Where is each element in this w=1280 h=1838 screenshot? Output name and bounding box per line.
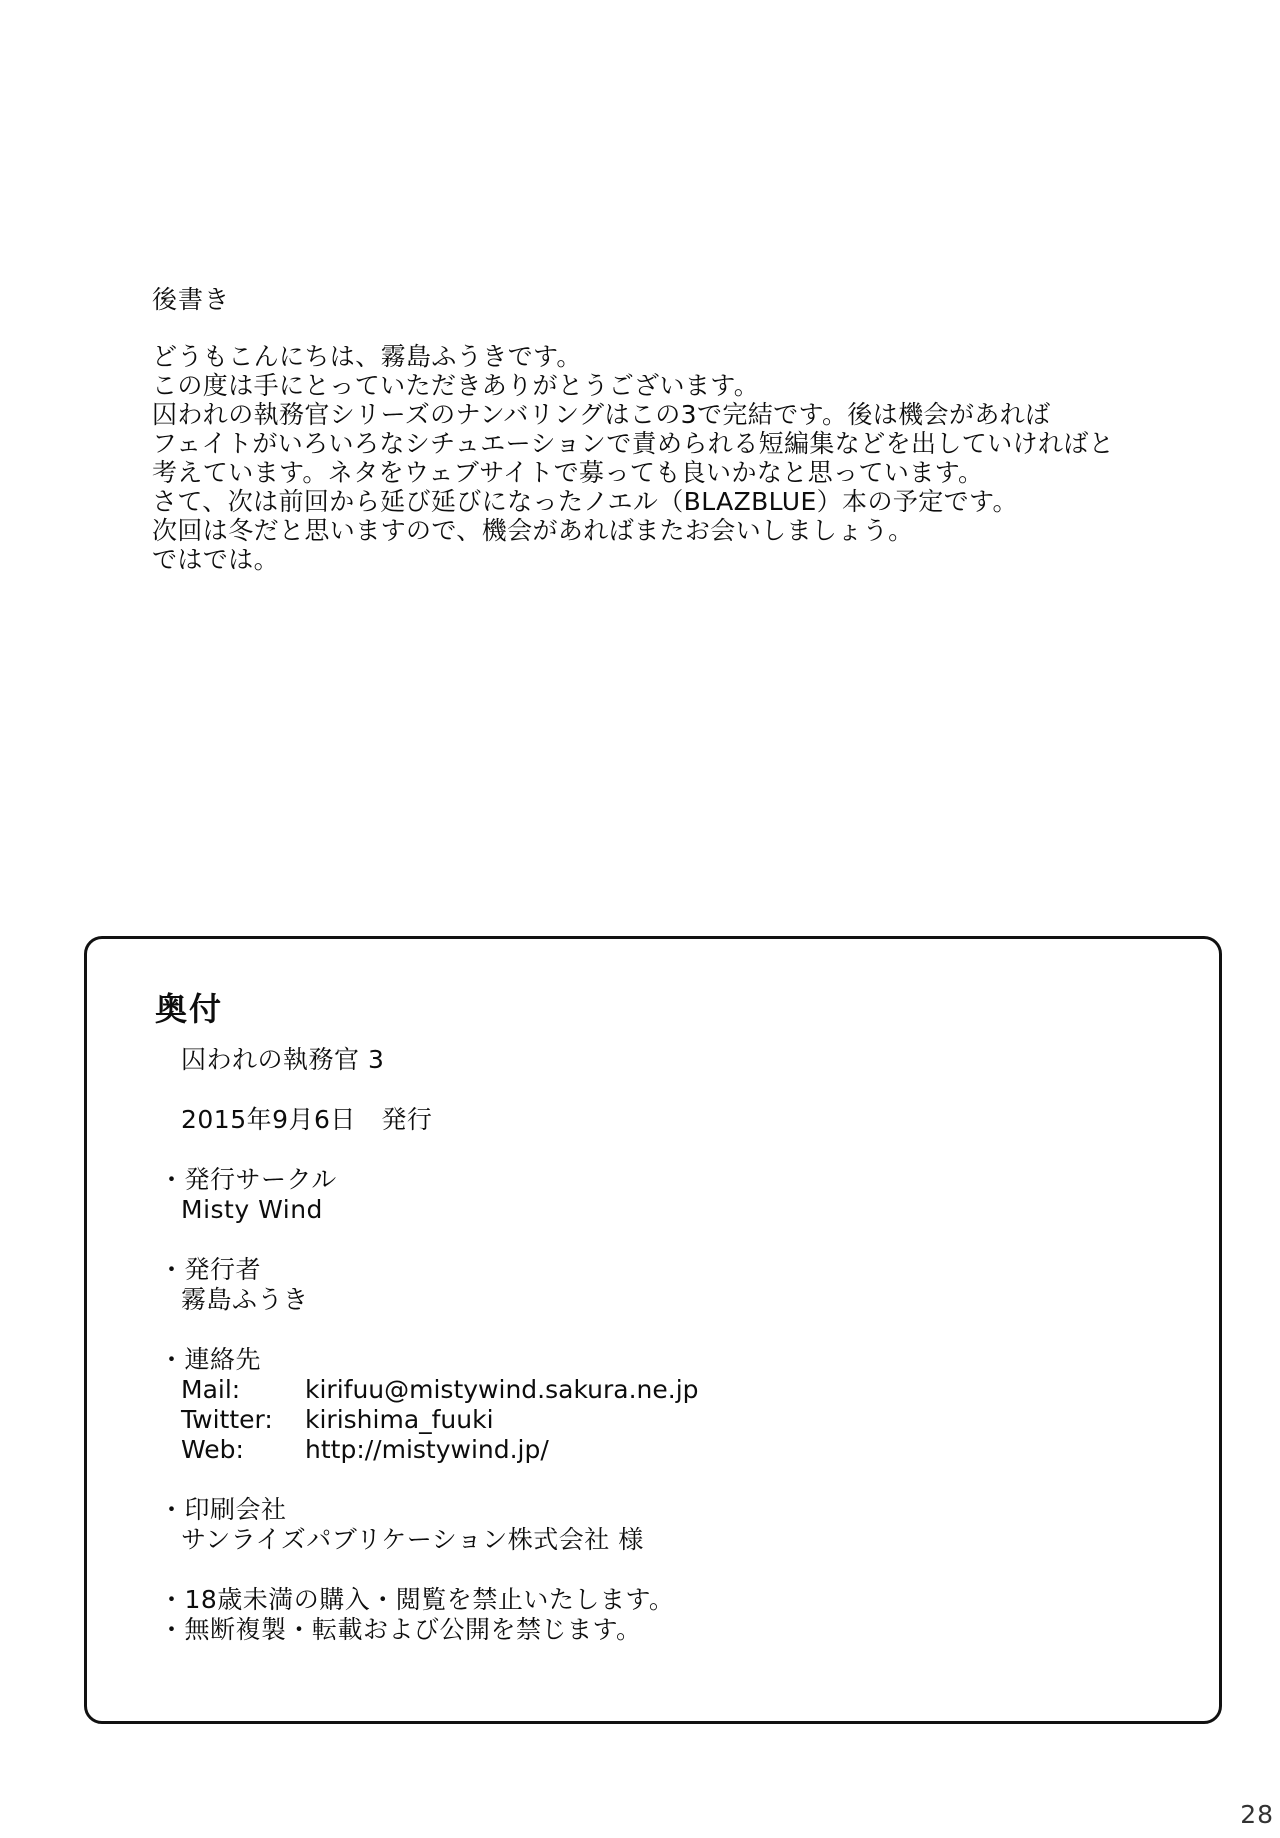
contact-mail-value: kirifuu@mistywind.sakura.ne.jp — [305, 1375, 699, 1404]
contact-twitter-value: kirishima_fuuki — [305, 1405, 494, 1434]
circle-heading: ・発行サークル — [159, 1165, 337, 1194]
afterword-line: この度は手にとっていただきありがとうございます。 — [152, 371, 760, 400]
afterword-line: ではでは。 — [152, 545, 280, 574]
page-number: 28 — [1240, 1800, 1274, 1829]
contact-heading: ・連絡先 — [159, 1345, 262, 1374]
contact-label: Twitter: — [181, 1405, 273, 1434]
colophon-title: 奥付 — [155, 990, 224, 1028]
afterword-line: どうもこんにちは、霧島ふうきです。 — [152, 342, 582, 371]
afterword-section — [152, 282, 1232, 574]
colophon-box — [84, 936, 1222, 1724]
printer-heading: ・印刷会社 — [159, 1495, 287, 1524]
contact-web-value: http://mistywind.jp/ — [305, 1435, 549, 1464]
afterword-line: フェイトがいろいろなシチュエーションで責められる短編集などを出していければと — [152, 429, 1115, 458]
contact-label: Web: — [181, 1435, 244, 1464]
publisher-name: 霧島ふうき — [181, 1285, 309, 1314]
contact-label: Mail: — [181, 1375, 241, 1404]
book-title: 囚われの執務官 3 — [181, 1045, 385, 1074]
afterword-line: 囚われの執務官シリーズのナンバリングはこの3で完結です。後は機会があれば — [152, 400, 1051, 429]
publication-date: 2015年9月6日 発行 — [181, 1105, 433, 1134]
afterword-line: さて、次は前回から延び延びになったノエル（BLAZBLUE）本の予定です。 — [152, 487, 1018, 516]
afterword-body — [152, 342, 1232, 574]
contact-row-mail — [181, 1375, 699, 1405]
contact-row-web — [181, 1435, 549, 1465]
afterword-line: 次回は冬だと思いますので、機会があればまたお会いしましょう。 — [152, 516, 914, 545]
afterword-line: 考えています。ネタをウェブサイトで募っても良いかなと思っています。 — [152, 458, 984, 487]
notice-age-restriction: ・18歳未満の購入・閲覧を禁止いたします。 — [159, 1585, 675, 1614]
contact-row-twitter — [181, 1405, 494, 1435]
printer-name: サンライズパブリケーション株式会社 様 — [181, 1525, 644, 1554]
circle-name: Misty Wind — [181, 1195, 323, 1224]
notice-no-reproduction: ・無断複製・転載および公開を禁じます。 — [159, 1615, 642, 1644]
publisher-heading: ・発行者 — [159, 1255, 262, 1284]
afterword-title: 後書き — [152, 285, 231, 314]
